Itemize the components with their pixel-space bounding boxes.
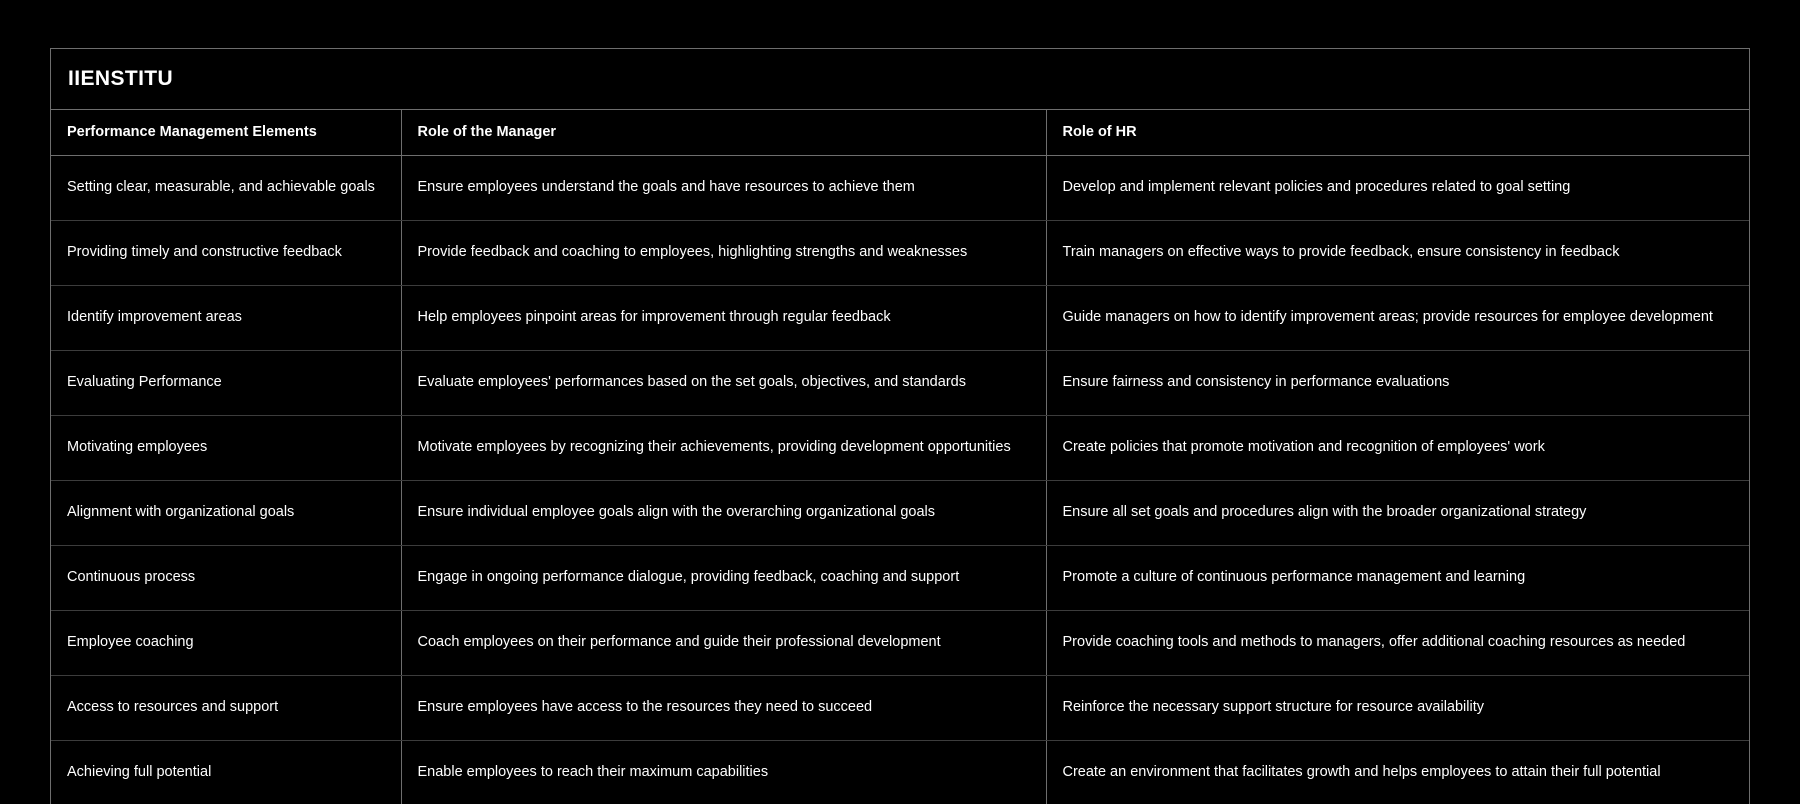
cell-element: Employee coaching [51,610,401,675]
table-row [51,545,1749,610]
table-row [51,610,1749,675]
cell-element: Alignment with organizational goals [51,480,401,545]
cell-manager: Engage in ongoing performance dialogue, providing feedback, coaching and support [401,545,1046,610]
table-row [51,350,1749,415]
cell-element: Evaluating Performance [51,350,401,415]
cell-manager: Ensure individual employee goals align with the overarching organizational goals [401,480,1046,545]
cell-element: Motivating employees [51,415,401,480]
table-row [51,415,1749,480]
cell-hr: Ensure fairness and consistency in performance evaluations [1046,350,1749,415]
performance-management-table-container [50,48,1750,804]
cell-manager: Evaluate employees' performances based on the set goals, objectives, and standards [401,350,1046,415]
performance-management-table [51,110,1749,804]
brand-title: IIENSTITU [68,67,174,90]
cell-hr: Train managers on effective ways to provide feedback, ensure consistency in feedback [1046,220,1749,285]
cell-manager: Ensure employees understand the goals and have resources to achieve them [401,155,1046,220]
table-header-row [51,110,1749,155]
column-header-hr: Role of HR [1046,110,1749,155]
table-row [51,480,1749,545]
cell-hr: Guide managers on how to identify improvement areas; provide resources for employee development [1046,285,1749,350]
table-row [51,155,1749,220]
cell-element: Providing timely and constructive feedback [51,220,401,285]
cell-element: Continuous process [51,545,401,610]
cell-manager: Help employees pinpoint areas for improvement through regular feedback [401,285,1046,350]
table-row [51,675,1749,740]
cell-manager: Enable employees to reach their maximum capabilities [401,740,1046,804]
cell-hr: Promote a culture of continuous performance management and learning [1046,545,1749,610]
cell-hr: Ensure all set goals and procedures align with the broader organizational strategy [1046,480,1749,545]
table-row [51,740,1749,804]
cell-element: Identify improvement areas [51,285,401,350]
cell-hr: Create an environment that facilitates growth and helps employees to attain their full potential [1046,740,1749,804]
brand-header [51,49,1749,110]
cell-hr: Create policies that promote motivation and recognition of employees' work [1046,415,1749,480]
table-row [51,285,1749,350]
column-header-manager: Role of the Manager [401,110,1046,155]
cell-manager: Provide feedback and coaching to employees, highlighting strengths and weaknesses [401,220,1046,285]
table-row [51,220,1749,285]
cell-hr: Provide coaching tools and methods to managers, offer additional coaching resources as needed [1046,610,1749,675]
cell-manager: Coach employees on their performance and guide their professional development [401,610,1046,675]
cell-manager: Motivate employees by recognizing their achievements, providing development opportunities [401,415,1046,480]
cell-hr: Reinforce the necessary support structure for resource availability [1046,675,1749,740]
table-header [51,110,1749,155]
cell-element: Access to resources and support [51,675,401,740]
cell-hr: Develop and implement relevant policies and procedures related to goal setting [1046,155,1749,220]
cell-element: Setting clear, measurable, and achievable goals [51,155,401,220]
cell-manager: Ensure employees have access to the resources they need to succeed [401,675,1046,740]
column-header-elements: Performance Management Elements [51,110,401,155]
cell-element: Achieving full potential [51,740,401,804]
table-body [51,155,1749,804]
